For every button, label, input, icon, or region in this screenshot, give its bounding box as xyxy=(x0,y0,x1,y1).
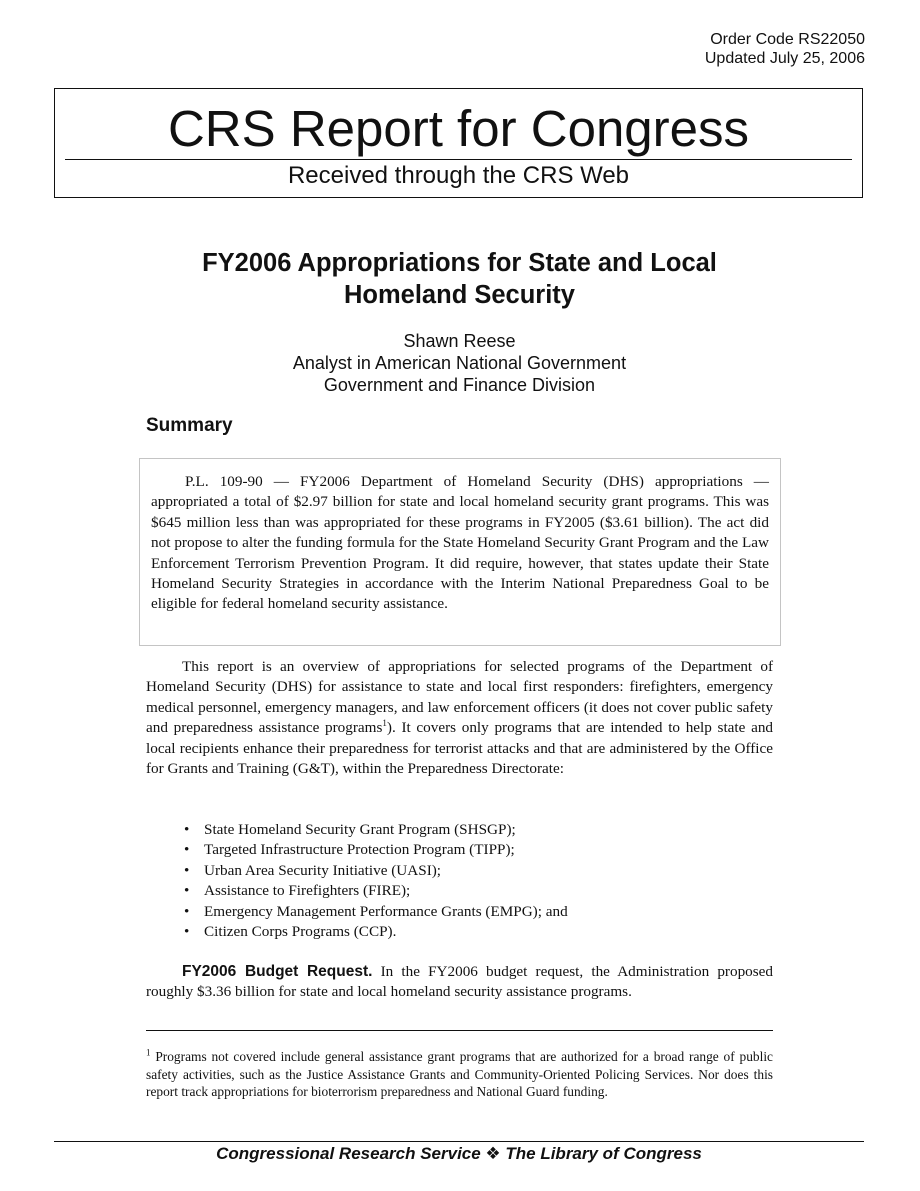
author-block xyxy=(146,330,773,396)
intro-text-part2: ). It covers only programs that are intended to help state and local recipients enhance their preparedness for terrorist attacks and that are administered by the Office for Grants and Training (G&T), within the Preparedness Directorate: xyxy=(146,719,774,778)
banner-subtitle: Received through the CRS Web xyxy=(287,162,630,189)
footnote-text: Programs not covered include general assistance grant programs that are authorized for a broad range of public safety activities, such as the Justice Assistance Grants and Community-Oriented Policing Services. Nor does this report track appropriations for bioterrorism preparedness and National Guard funding. xyxy=(146,1049,773,1100)
list-item: • Urban Area Security Initiative (UASI); xyxy=(184,861,568,881)
report-title xyxy=(146,247,773,311)
footnote-reference: 1 xyxy=(382,718,387,729)
list-item: • Citizen Corps Programs (CCP). xyxy=(184,922,568,942)
footnote-number: 1 xyxy=(146,1047,151,1058)
report-title-line2: Homeland Security xyxy=(344,281,575,309)
banner-title: CRS Report for Congress xyxy=(167,100,750,157)
author-name: Shawn Reese xyxy=(403,331,516,351)
summary-box xyxy=(139,458,781,646)
list-item: • State Homeland Security Grant Program (SHSGP); xyxy=(184,820,568,840)
author-title: Analyst in American National Government xyxy=(292,353,627,373)
summary-text: P.L. 109-90 — FY2006 Department of Homeland Security (DHS) appropriations — appropriated a total of $2.97 billion for state and local homeland security grant programs. This was $645 million less than was appropriated for these programs in FY2005 ($3.61 billion). The act did not propose to alter the funding formula for the State Homeland Security Grant Program and the Law Enforcement Terrorism Prevention Program. It did require, however, that states update their State Homeland Security Strategies in accordance with the Interim National Preparedness Goal to be eligible for federal homeland security assistance. xyxy=(151,473,769,613)
page-footer: Congressional Research Service ❖ The Library of Congress xyxy=(216,1144,702,1163)
banner-divider xyxy=(65,159,852,160)
intro-text-part1: This report is an overview of appropriations for selected programs of the Department of Homeland Security (DHS) for assistance to state and local first responders: firefighters, emergency medical personnel, emergency managers, and law enforcement officers (it does not cover public safety and preparedness assistance programs xyxy=(146,658,773,737)
list-item: • Assistance to Firefighters (FIRE); xyxy=(184,881,568,901)
report-title-line1: FY2006 Appropriations for State and Local xyxy=(202,249,717,277)
footnote xyxy=(146,1048,773,1101)
summary-heading: Summary xyxy=(146,415,233,436)
footnote-divider xyxy=(146,1030,773,1031)
footer-divider xyxy=(54,1141,864,1142)
program-list xyxy=(184,820,568,942)
list-item: • Emergency Management Performance Grants (EMPG); and xyxy=(184,902,568,922)
author-division: Government and Finance Division xyxy=(323,375,596,395)
report-banner xyxy=(54,88,863,198)
order-info xyxy=(705,30,865,68)
list-item: • Targeted Infrastructure Protection Program (TIPP); xyxy=(184,840,568,860)
budget-text: In the FY2006 budget request, the Administration proposed roughly $3.36 billion for state and local homeland security assistance programs. xyxy=(146,963,773,1001)
budget-heading: FY2006 Budget Request. xyxy=(182,963,373,980)
intro-paragraph xyxy=(146,657,773,779)
updated-date: Updated July 25, 2006 xyxy=(704,50,865,67)
budget-paragraph xyxy=(146,962,773,1003)
order-code: Order Code RS22050 xyxy=(710,31,865,48)
